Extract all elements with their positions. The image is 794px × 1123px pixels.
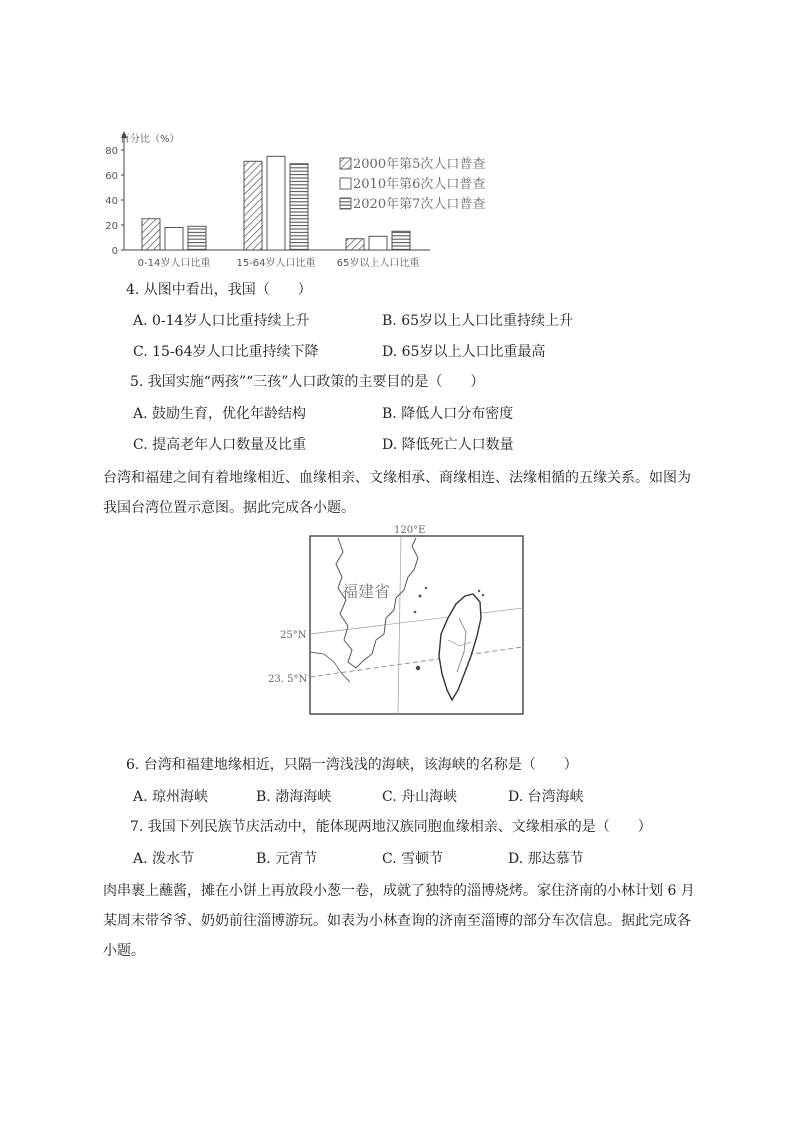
legend-label: 2010年第6次人口普查 — [353, 177, 486, 192]
bar — [267, 156, 285, 250]
population-bar-chart — [100, 126, 486, 274]
x-category-label: 15-64岁人口比重 — [236, 258, 316, 269]
question-6-option-b[interactable]: B. 渤海海峡 — [256, 789, 332, 805]
bar — [165, 228, 183, 251]
question-5-stem: 5. 我国实施“两孩”“三孩”人口政策的主要目的是（ ） — [130, 374, 485, 390]
y-tick-label: 40 — [105, 196, 118, 207]
question-7-option-a[interactable]: A. 泼水节 — [133, 851, 195, 867]
bar — [290, 164, 308, 250]
bar — [346, 239, 364, 250]
question-5-option-b[interactable]: B. 降低人口分布密度 — [382, 406, 514, 422]
question-5-option-d[interactable]: D. 降低死亡人口数量 — [382, 437, 514, 453]
question-7-option-c[interactable]: C. 雪顿节 — [382, 851, 444, 867]
legend-swatch — [340, 158, 351, 169]
map-longitude-label: 120°E — [394, 525, 426, 536]
question-7-option-b[interactable]: B. 元宵节 — [256, 851, 318, 867]
question-4-option-a[interactable]: A. 0-14岁人口比重持续上升 — [133, 313, 310, 329]
taiwan-location-map — [268, 522, 530, 718]
question-5-option-c[interactable]: C. 提高老年人口数量及比重 — [133, 437, 307, 453]
question-7-option-d[interactable]: D. 那达慕节 — [508, 851, 584, 867]
map-latitude-25-label: 25°N — [280, 630, 307, 641]
y-tick-label: 80 — [105, 146, 118, 157]
question-4-option-b[interactable]: B. 65岁以上人口比重持续上升 — [382, 313, 574, 329]
passage-zibo: 肉串裹上蘸酱，摊在小饼上再放段小葱一卷，成就了独特的淄博烧烤。家住济南的小林计划 6 月某周末带爷爷、奶奶前往淄博游玩。如表为小林查询的济南至淄博的部分车次信息。据此完成各小题。 — [103, 883, 695, 959]
passage-taiwan: 台湾和福建之间有着地缘相近、血缘相亲、文缘相承、商缘相连、法缘相循的五缘关系。如图为我国台湾位置示意图。据此完成各小题。 — [103, 470, 691, 516]
bar — [392, 231, 410, 250]
x-category-label: 65岁以上人口比重 — [336, 258, 420, 269]
legend-swatch — [340, 178, 351, 189]
map-province-label: 福建省 — [342, 582, 391, 601]
bar — [188, 226, 206, 250]
question-5-option-a[interactable]: A. 鼓励生育，优化年龄结构 — [133, 406, 307, 422]
question-4-stem: 4. 从图中看出，我国（ ） — [126, 282, 312, 298]
map-latitude-23-label: 23. 5°N — [268, 674, 308, 685]
y-tick-label: 20 — [105, 221, 118, 232]
legend-label: 2000年第5次人口普查 — [353, 157, 486, 172]
y-axis-label: 百分比（%） — [120, 134, 180, 145]
bar — [142, 219, 160, 250]
legend-swatch — [340, 198, 351, 209]
question-4-option-c[interactable]: C. 15-64岁人口比重持续下降 — [133, 344, 319, 360]
bar — [369, 236, 387, 250]
x-category-label: 0-14岁人口比重 — [137, 258, 211, 269]
bar — [244, 161, 262, 250]
question-6-stem: 6. 台湾和福建地缘相近，只隔一湾浅浅的海峡，该海峡的名称是（ ） — [126, 757, 578, 773]
question-6-option-c[interactable]: C. 舟山海峡 — [382, 789, 458, 805]
question-6-option-d[interactable]: D. 台湾海峡 — [508, 789, 584, 805]
question-7-stem: 7. 我国下列民族节庆活动中，能体现两地汉族同胞血缘相亲、文缘相承的是（ ） — [130, 819, 652, 835]
y-tick-label: 0 — [111, 246, 118, 257]
question-6-option-a[interactable]: A. 琼州海峡 — [133, 789, 209, 805]
question-4-option-d[interactable]: D. 65岁以上人口比重最高 — [382, 344, 546, 360]
y-tick-label: 60 — [105, 171, 118, 182]
legend-label: 2020年第7次人口普查 — [353, 197, 486, 212]
